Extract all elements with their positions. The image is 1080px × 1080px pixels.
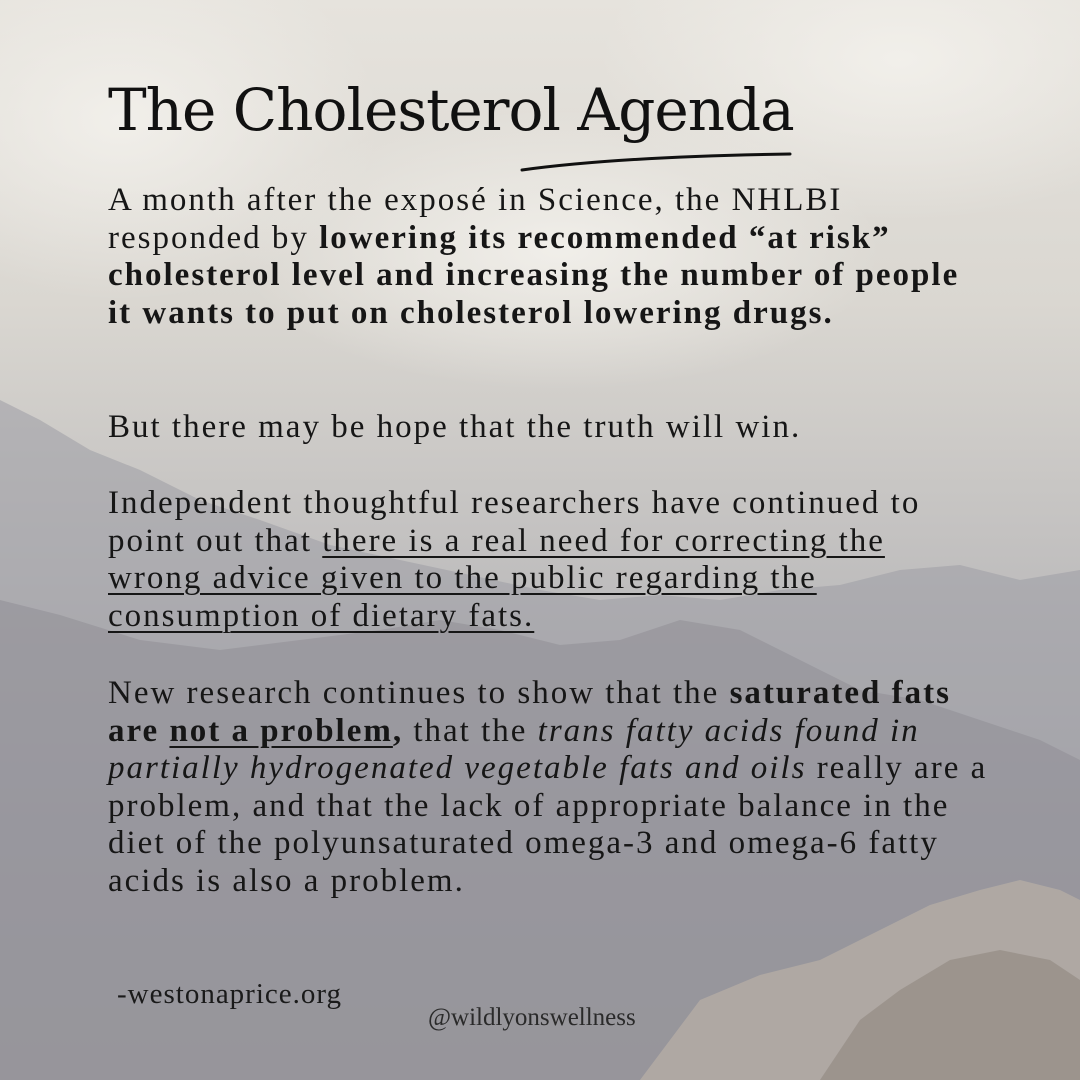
underlined-text: not a problem: [169, 712, 393, 749]
page-title: The Cholesterol Agenda: [108, 76, 794, 144]
paragraph-text: A month after the exposé in Science, the NHLBI responded by: [108, 182, 843, 256]
underlined-text: there is a real need for correcting the wrong advice given to the public regarding the consumption of dietary fats.: [108, 522, 885, 634]
title-underline: [520, 148, 800, 178]
paragraph-text: New research continues to show that the: [108, 675, 730, 711]
paragraph-hope: But there may be hope that the truth will win.: [108, 409, 802, 445]
bold-text: ,: [392, 712, 404, 749]
paragraph-nhlbi: [108, 182, 988, 332]
bold-text: saturated fats are: [108, 675, 951, 749]
paragraph-text: really are a problem, and that the lack of appropriate balance in the diet of the polyunsaturated omega-3 and omega-6 fatty acids is also a problem.: [108, 750, 988, 899]
paragraph-researchers: [108, 485, 988, 635]
paragraph-text: Independent thoughtful researchers have continued to point out that: [108, 485, 921, 559]
paragraph-text: that the: [403, 712, 538, 749]
italic-text: trans fatty acids found in partially hydrogenated vegetable fats and oils: [108, 712, 920, 786]
social-handle: @wildlyonswellness: [428, 1004, 636, 1031]
bold-text: lowering its recommended “at risk” cholesterol level and increasing the number of people it wants to put on cholesterol lowering drugs.: [108, 219, 960, 331]
source-credit: -westonaprice.org: [117, 978, 343, 1010]
bold-underlined-text: [169, 713, 392, 749]
paragraph-new-research: [108, 675, 988, 900]
